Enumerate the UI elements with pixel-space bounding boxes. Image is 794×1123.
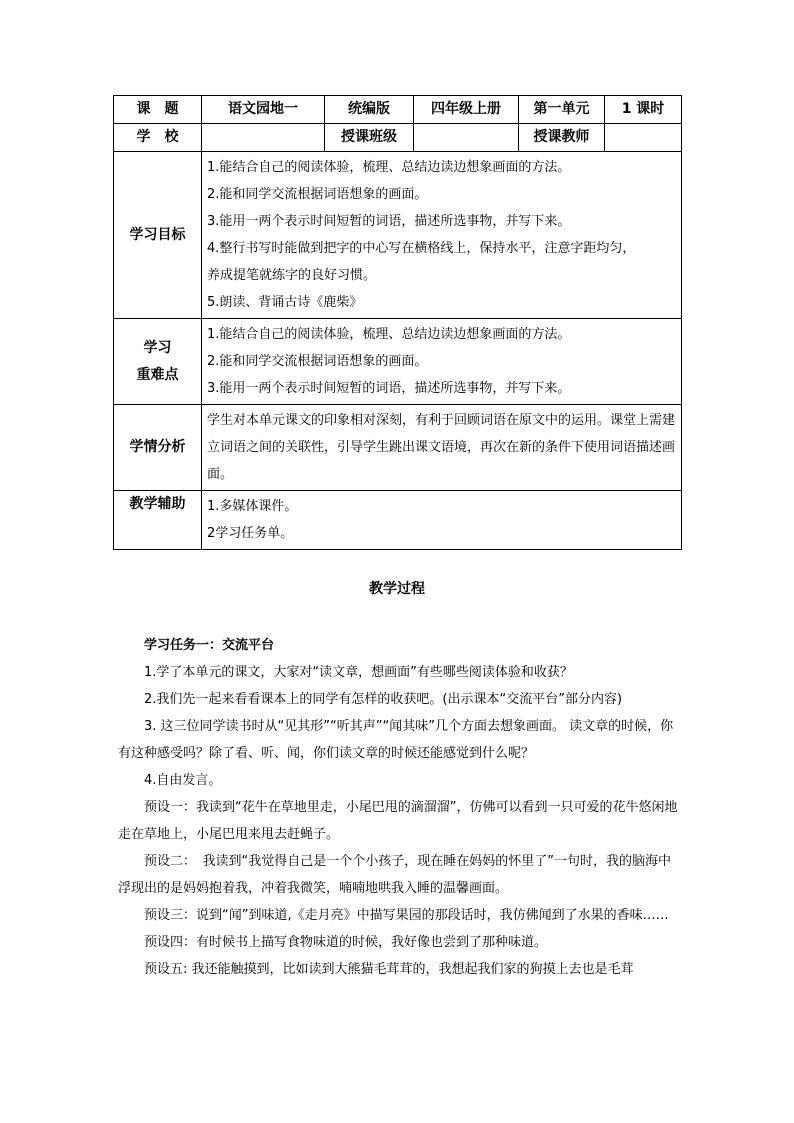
grade: 四年级上册 <box>414 96 519 124</box>
process-paragraph: 1.学了本单元的课文，大家对“读文章，想画面”有些哪些阅读体验和收获？ <box>144 665 573 680</box>
class-hours: 1 课时 <box>605 96 682 124</box>
analysis-content <box>202 405 682 491</box>
table-row <box>114 319 682 405</box>
goal-item: 3.能用一两个表示时间短暂的词语，描述所选事物，并写下来。 <box>207 214 571 229</box>
process-paragraph: 预设五: 我还能触摸到，比如读到大熊猫毛茸茸的，我想起我们家的狗摸上去也是毛茸 <box>144 962 634 977</box>
key-points-content <box>202 319 682 405</box>
school-label: 学 校 <box>114 124 202 152</box>
key-points-label-line1: 学习 <box>143 339 172 356</box>
topic-label: 课 题 <box>114 96 202 124</box>
table-row <box>114 96 682 124</box>
process-paragraph: 预设四：有时候书上描写食物味道的时候，我好像也尝到了那种味道。 <box>144 935 548 950</box>
goal-item: 1.能结合自己的阅读体验，梳理、总结边读边想象画面的方法。 <box>207 160 571 175</box>
edition: 统编版 <box>325 96 414 124</box>
process-paragraph: 4.自由发言。 <box>144 773 222 788</box>
key-point-item: 3.能用一两个表示时间短暂的词语，描述所选事物，并写下来。 <box>207 381 571 396</box>
process-body <box>118 632 680 983</box>
key-points-label-line2: 重难点 <box>136 366 179 383</box>
table-row <box>114 152 682 319</box>
process-paragraph: 3. 这三位同学读书时从“见其形”“听其声”“闻其味”几个方面去想象画面。 读文章的时候，你有这种感受吗？除了看、听、闻，你们读文章的时候还能感觉到什么呢？ <box>118 719 674 761</box>
school-value <box>202 124 325 152</box>
goal-item: 5.朗读、背诵古诗《鹿柴》 <box>207 295 363 310</box>
goal-item: 2.能和同学交流根据词语想象的画面。 <box>207 187 428 202</box>
aid-item: 2学习任务单。 <box>207 526 294 541</box>
class-label: 授课班级 <box>325 124 414 152</box>
lesson-info-table <box>113 95 682 550</box>
key-points-label <box>114 319 202 405</box>
process-paragraph: 预设三：说到“闻”到味道,《走月亮》中描写果园的那段话时，我仿佛闻到了水果的香味…… <box>144 908 669 923</box>
process-paragraph: 2.我们先一起来看看课本上的同学有怎样的收获吧。(出示课本“交流平台”部分内容) <box>144 692 623 707</box>
class-value <box>414 124 519 152</box>
table-row <box>114 491 682 550</box>
goals-content <box>202 152 682 319</box>
goal-item: 养成提笔就练字的良好习惯。 <box>207 268 377 283</box>
aid-item: 1.多媒体课件。 <box>207 499 298 514</box>
analysis-label: 学情分析 <box>114 405 202 491</box>
goal-item: 4.整行书写时能做到把字的中心写在横格线上，保持水平，注意字距均匀， <box>207 241 636 256</box>
analysis-text: 学生对本单元课文的印象相对深刻，有利于回顾词语在原文中的运用。课堂上需建立词语之间的关联性，引导学生跳出课文语境，再次在新的条件下使用词语描述画面。 <box>207 413 676 482</box>
process-paragraph: 预设二： 我读到“我觉得自己是一个个小孩子，现在睡在妈妈的怀里了”一句时，我的脑海中浮现出的是妈妈抱着我，冲着我微笑，喃喃地哄我入睡的温馨画面。 <box>118 854 671 896</box>
task-heading: 学习任务一：交流平台 <box>144 638 275 653</box>
table-row <box>114 405 682 491</box>
table-row <box>114 124 682 152</box>
lesson-name: 语文园地一 <box>202 96 325 124</box>
aids-label: 教学辅助 <box>114 491 202 550</box>
goals-label: 学习目标 <box>114 152 202 319</box>
aids-content <box>202 491 682 550</box>
key-point-item: 1.能结合自己的阅读体验，梳理、总结边读边想象画面的方法。 <box>207 327 571 342</box>
process-paragraph: 预设一：我读到“花牛在草地里走，小尾巴甩的滴溜溜”，仿佛可以看到一只可爱的花牛悠闲地走在草地上，小尾巴甩来甩去赶蝇子。 <box>118 800 678 842</box>
unit: 第一单元 <box>519 96 605 124</box>
teacher-value <box>605 124 682 152</box>
teacher-label: 授课教师 <box>519 124 605 152</box>
process-title: 教学过程 <box>369 581 425 597</box>
key-point-item: 2.能和同学交流根据词语想象的画面。 <box>207 354 428 369</box>
